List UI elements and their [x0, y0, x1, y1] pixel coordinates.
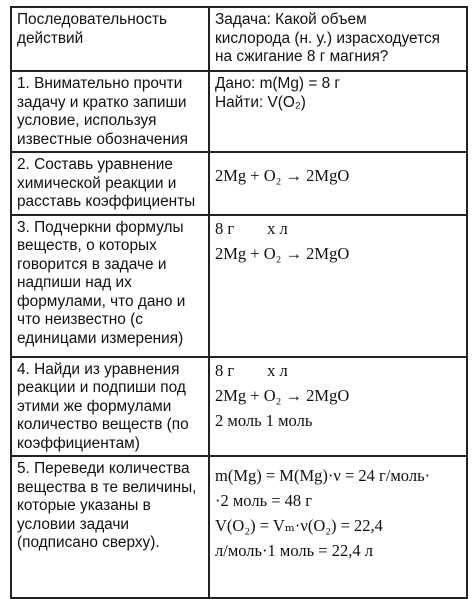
- step-row-4: [11, 357, 467, 457]
- header-right-line: кислорода (н. у.) израсходуется: [215, 29, 441, 47]
- step-line: которые указаны в: [17, 497, 151, 514]
- equation-line: 2Mg + O₂ → 2MgO: [215, 243, 350, 263]
- equation-line: 2Mg + O₂ → 2MgO: [215, 166, 350, 185]
- header-right-line: Задача: Какой объем: [215, 11, 367, 28]
- header-right-line: на сжигание 8 г магния?: [215, 48, 389, 65]
- step-line: условие, используя: [17, 112, 157, 129]
- step-line: задачу и кратко запиши: [17, 93, 187, 111]
- calculation-line: V(O₂) = Vₘ·ν(O₂) = 22,4: [215, 516, 383, 535]
- step-line: известные обозначения: [17, 130, 188, 148]
- step-cell: [11, 215, 209, 357]
- step-line: 4. Найди из уравнения: [17, 360, 180, 378]
- step-line: что неизвестно (с: [17, 311, 143, 328]
- step-row-5: [11, 456, 467, 598]
- calculation-line: л/моль·1 моль = 22,4 л: [215, 541, 373, 560]
- step-line: 3. Подчеркни формулы: [17, 218, 184, 236]
- step-line: этими же формулами: [17, 397, 172, 415]
- find-line: Найти: V(O₂): [215, 93, 306, 111]
- step-line: говорится в задаче и: [17, 255, 167, 273]
- solution-cell: [209, 456, 467, 598]
- step-line: условии задачи: [17, 515, 130, 533]
- annotation-above: 8 г х л: [215, 360, 288, 380]
- step-line: веществ, о которых: [17, 237, 157, 254]
- step-line: реакции и подпиши под: [17, 379, 186, 396]
- step-line: коэффициентам): [17, 434, 140, 452]
- solution-cell: [209, 215, 467, 357]
- step-line: 5. Переведи количества: [17, 460, 190, 477]
- step-line: 2. Составь уравнение: [17, 156, 173, 173]
- equation-line: 2Mg + O₂ → 2MgO: [215, 385, 350, 405]
- step-row-2: [11, 152, 467, 215]
- solution-cell: [209, 71, 467, 152]
- calculation-line: ·2 моль = 48 г: [215, 491, 313, 510]
- step-line: формулами, что дано и: [17, 292, 186, 310]
- step-line: (подписано сверху).: [17, 534, 160, 551]
- step-row-3: [11, 215, 467, 357]
- given-line: Дано: m(Mg) = 8 г: [215, 75, 341, 92]
- header-left-line: Последовательность: [17, 11, 168, 28]
- step-cell: [11, 71, 209, 152]
- step-line: 1. Внимательно прочти: [17, 75, 183, 92]
- header-left-line: действий: [17, 29, 84, 47]
- step-line: надпиши над их: [17, 274, 132, 291]
- step-line: единицами измерения): [17, 329, 184, 347]
- step-cell: [11, 152, 209, 215]
- step-line: химической реакции и: [17, 174, 177, 192]
- solution-cell: [209, 152, 467, 215]
- annotation-below: 2 моль 1 моль: [215, 410, 313, 430]
- step-line: вещества в те величины,: [17, 478, 197, 496]
- calculation-line: m(Mg) = M(Mg)·ν = 24 г/моль·: [215, 466, 431, 485]
- step-line: количество веществ (по: [17, 416, 189, 433]
- algorithm-table: [10, 6, 468, 599]
- annotation-above: 8 г х л: [215, 218, 288, 238]
- step-cell: [11, 456, 209, 598]
- step-line: расставь коэффициенты: [17, 193, 196, 210]
- step-cell: [11, 357, 209, 457]
- header-right-cell: [209, 7, 467, 71]
- header-left-cell: [11, 7, 209, 71]
- solution-cell: [209, 357, 467, 457]
- header-row: [11, 7, 467, 71]
- step-row-1: [11, 71, 467, 152]
